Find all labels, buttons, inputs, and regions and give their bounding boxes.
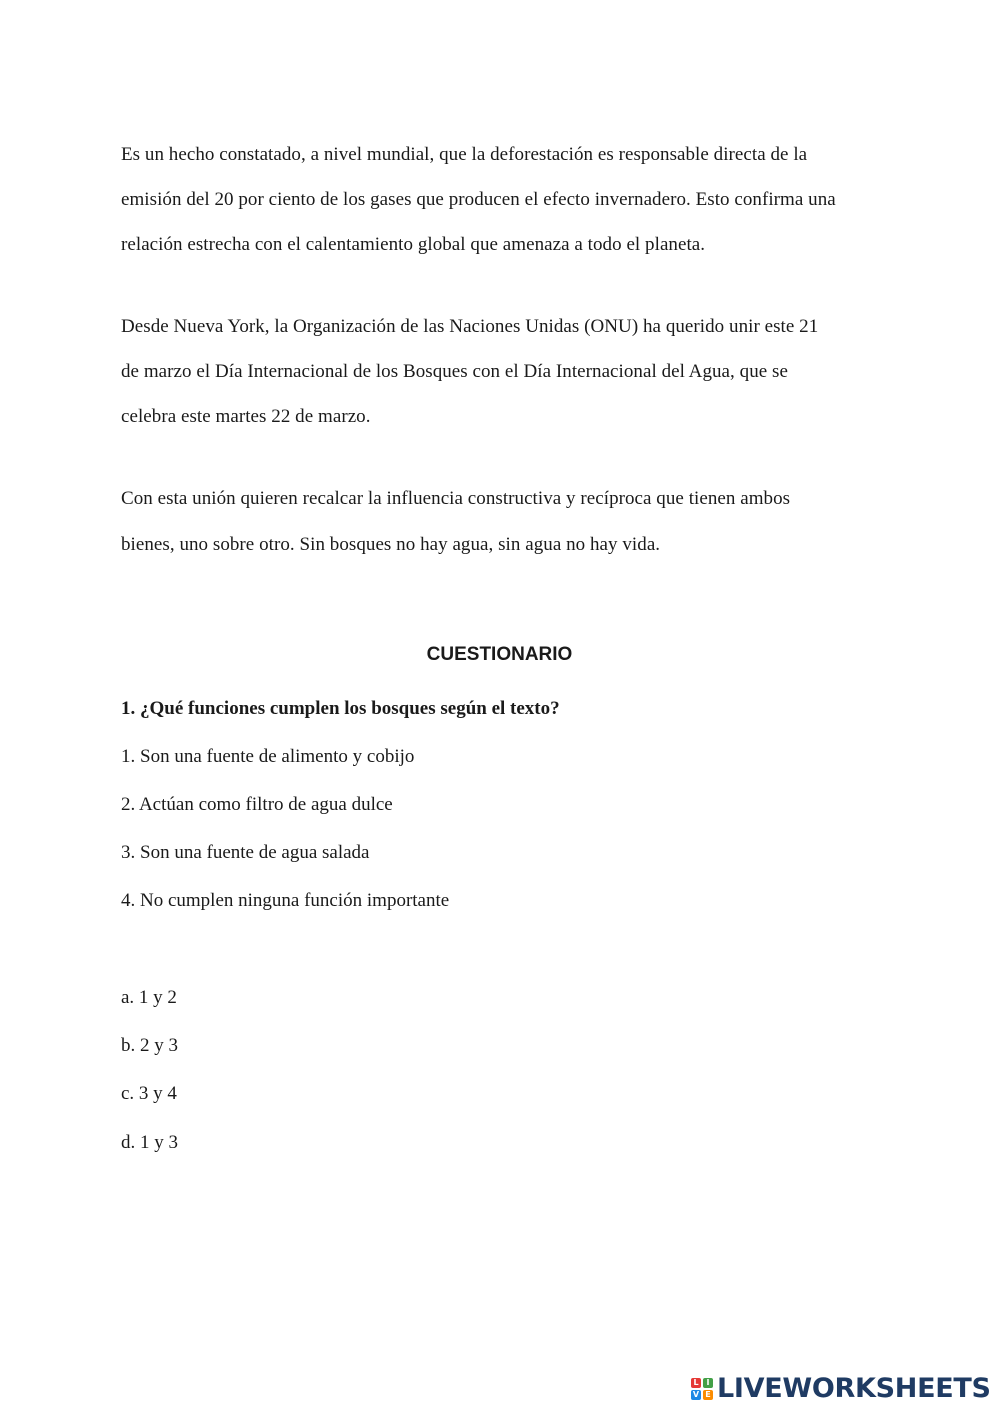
statement-item: 1. Son una fuente de alimento y cobijo [121, 746, 415, 767]
paragraph-line: relación estrecha con el calentamiento global que amenaza a todo el planeta. [121, 234, 706, 255]
statement-item: 4. No cumplen ninguna función importante [121, 890, 450, 911]
paragraph-line: bienes, uno sobre otro. Sin bosques no hay agua, sin agua no hay vida. [121, 534, 661, 555]
paragraph-line: Es un hecho constatado, a nivel mundial, que la deforestación es responsable directa de la [121, 144, 808, 165]
paragraph-line: celebra este martes 22 de marzo. [121, 406, 371, 427]
quiz-heading: CUESTIONARIO [426, 644, 573, 665]
liveworksheets-logo-icon [691, 1378, 713, 1400]
paragraph-line: emisión del 20 por ciento de los gases que producen el efecto invernadero. Esto confirma una [121, 189, 836, 210]
logo-tile-icon: L [691, 1378, 701, 1388]
answer-option-c[interactable]: c. 3 y 4 [121, 1083, 177, 1104]
answer-option-d[interactable]: d. 1 y 3 [121, 1132, 178, 1153]
paragraph-line: de marzo el Día Internacional de los Bosques con el Día Internacional del Agua, que se [121, 361, 788, 382]
logo-tile-icon: I [703, 1378, 713, 1388]
liveworksheets-wordmark: LIVEWORKSHEETS [717, 1373, 991, 1404]
statement-item: 2. Actúan como filtro de agua dulce [121, 794, 393, 815]
logo-tile-icon: V [692, 1390, 700, 1399]
question-title: 1. ¿Qué funciones cumplen los bosques según el texto? [121, 698, 560, 719]
paragraph-line: Con esta unión quieren recalcar la influencia constructiva y recíproca que tienen ambos [121, 488, 791, 509]
logo-tile-icon: E [703, 1390, 713, 1400]
statement-item: 3. Son una fuente de agua salada [121, 842, 370, 863]
answer-option-b[interactable]: b. 2 y 3 [121, 1035, 178, 1056]
answer-option-a[interactable]: a. 1 y 2 [121, 987, 177, 1008]
liveworksheets-logo [691, 1372, 991, 1406]
paragraph-line: Desde Nueva York, la Organización de las Naciones Unidas (ONU) ha querido unir este 21 [121, 316, 819, 337]
